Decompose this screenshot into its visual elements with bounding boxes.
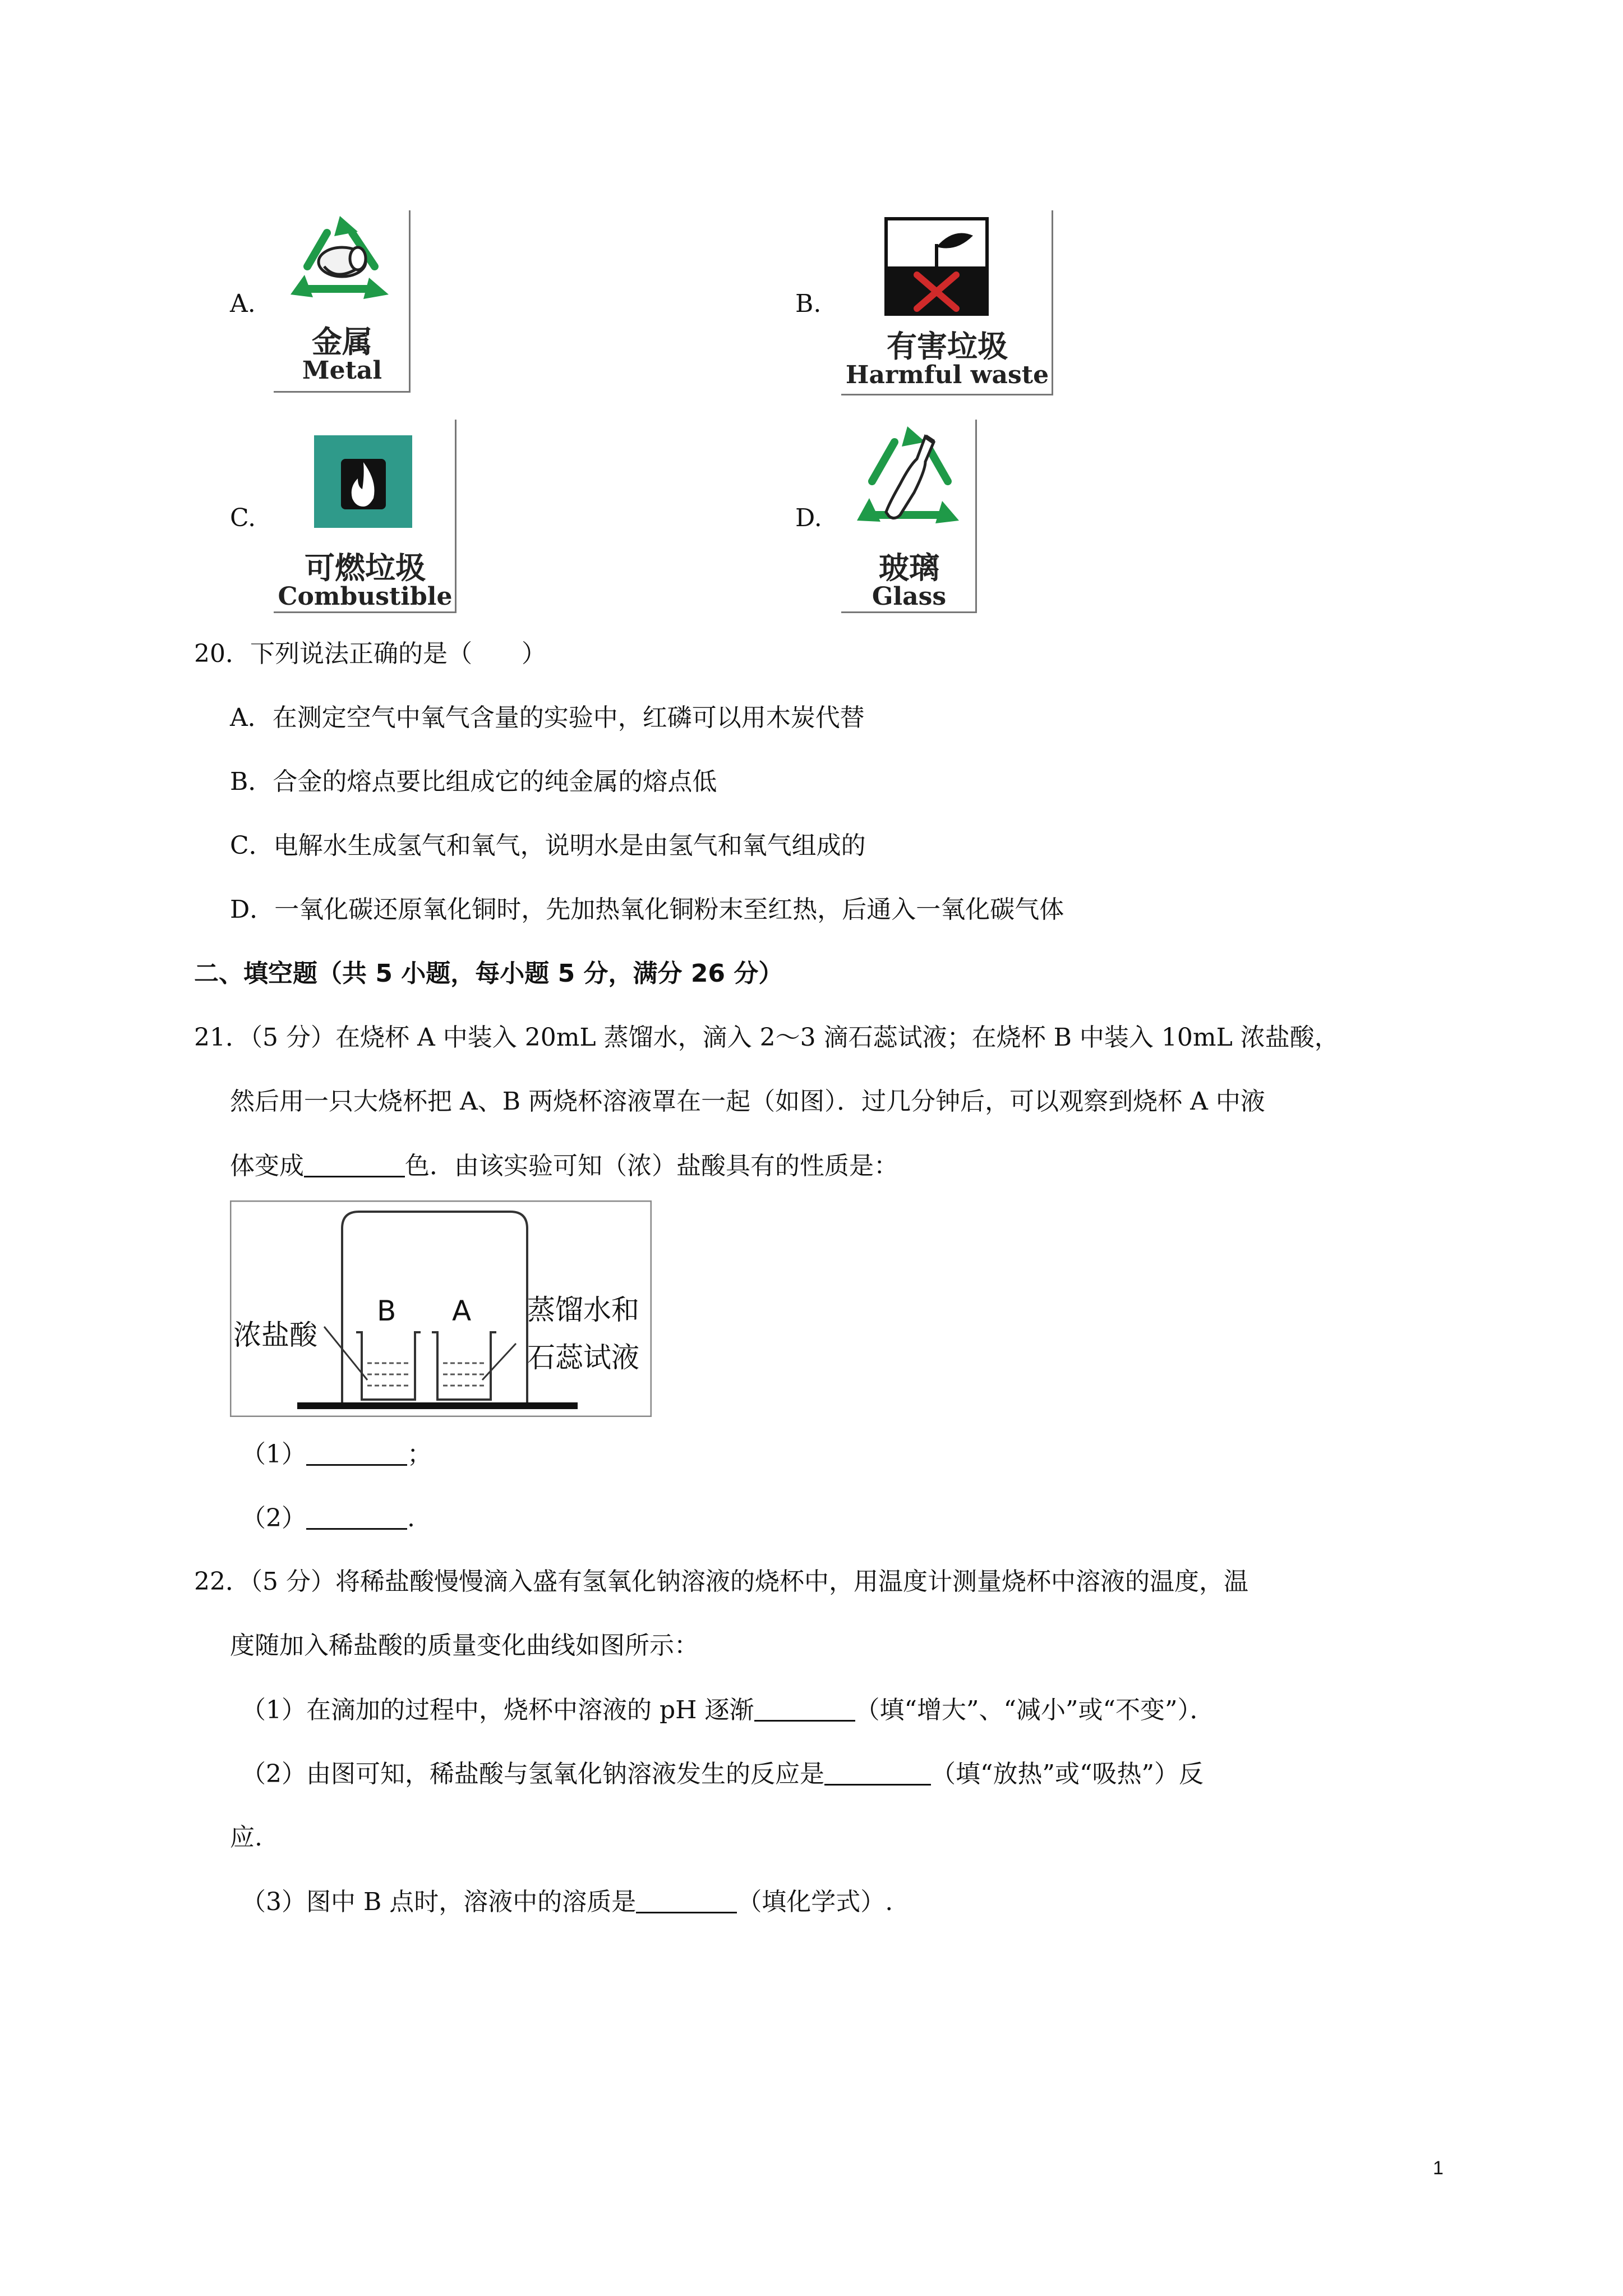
water-litmus-label-2: 石蕊试液 [527,1341,639,1374]
q20-option-c: C．电解水生成氢气和氧气，说明水是由氢气和氧气组成的 [230,831,866,860]
page-number: 1 [1433,2157,1444,2179]
q22-sub-3-text-b: （填化学式）. [737,1888,893,1916]
q21-line-3 [230,1153,898,1179]
q22-sub-1 [241,1697,1214,1723]
q22-sub-1-text-b: （填“增大”、“减小”或“不变”）． [855,1696,1215,1724]
sign-cn-label: 玻璃 [879,550,939,586]
q22-sub-2-continued: 应. [230,1823,262,1852]
q22-sub-2 [241,1761,1204,1787]
flame-icon [274,420,457,532]
q21-sub-1 [241,1442,432,1467]
q21-line-1: 21．（5 分）在烧杯 A 中装入 20mL 蒸馏水，滴入 2～3 滴石蕊试液；在烧杯 B 中装入 10mL 浓盐酸， [194,1023,1339,1052]
q22-heat-blank[interactable] [824,1761,931,1786]
recycle-metal-icon [274,210,408,317]
q22-solute-blank[interactable] [636,1889,737,1913]
q22-sub-3-text-a: （3）图中 B 点时，溶液中的溶质是 [241,1888,637,1916]
q20-option-d: D．一氧化碳还原氧化铜时，先加热氧化铜粉末至红热，后通入一氧化碳气体 [230,895,1064,924]
q22-sub-3 [241,1889,893,1915]
q21-sub-2-prefix: （2） [241,1504,306,1533]
sign-en-label: Harmful waste [845,361,1049,389]
q22-sub-1-text-a: （1）在滴加的过程中，烧杯中溶液的 pH 逐渐 [241,1696,754,1724]
q21-line-2: 然后用一只大烧杯把 A、B 两烧杯溶液罩在一起（如图）．过几分钟后，可以观察到烧杯 A 中液 [230,1087,1265,1116]
sign-en-label: Combustible [278,582,453,611]
harmful-waste-sign [841,210,1053,395]
q21-color-blank[interactable] [304,1153,405,1177]
option-b-letter: B. [795,289,822,318]
q21-line-3-text-b: 色．由该实验可知（浓）盐酸具有的性质是： [405,1152,898,1180]
option-a-letter: A. [230,289,256,318]
q22-sub-2-text-b: （填“放热”或“吸热”）反 [931,1760,1204,1788]
q22-ph-blank[interactable] [754,1697,855,1722]
section-heading: 二、填空题（共 5 小题，每小题 5 分，满分 26 分） [194,959,783,988]
option-d-letter: D. [795,504,822,532]
q21-sub-2 [241,1506,415,1531]
q21-sub-2-suffix: . [407,1504,415,1533]
beaker-a-label: A [452,1295,472,1327]
conc-hcl-label: 浓盐酸 [233,1319,317,1351]
q22-sub-2-text-a: （2）由图可知，稀盐酸与氢氧化钠溶液发生的反应是 [241,1760,824,1788]
q20-stem: 20．下列说法正确的是（ ） [194,639,546,668]
q21-sub-2-blank[interactable] [306,1506,407,1530]
combustible-sign [274,420,457,613]
q21-sub-1-suffix: ； [407,1440,432,1469]
q21-sub-1-blank[interactable] [306,1442,407,1466]
q22-line-1: 22．（5 分）将稀盐酸慢慢滴入盛有氢氧化钠溶液的烧杯中，用温度计测量烧杯中溶液的温度，温 [194,1567,1248,1596]
q22-line-2: 度随加入稀盐酸的质量变化曲线如图所示： [230,1631,699,1660]
q20-option-b: B．合金的熔点要比组成它的纯金属的熔点低 [230,767,717,796]
sign-cn-label: 金属 [312,324,372,360]
water-litmus-label-1: 蒸馏水和 [527,1294,639,1326]
option-c-letter: C. [230,504,256,532]
q20-option-a: A．在测定空气中氧气含量的实验中，红磷可以用木炭代替 [230,703,865,732]
metal-recycle-sign [274,210,411,393]
sign-en-label: Glass [872,582,947,611]
sign-en-label: Metal [302,356,382,385]
q21-sub-1-prefix: （1） [241,1440,306,1469]
sign-cn-label: 有害垃圾 [887,329,1008,364]
harmful-waste-icon [841,210,1053,317]
sign-cn-label: 可燃垃圾 [305,550,426,586]
q21-line-3-text-a: 体变成 [230,1152,304,1180]
beaker-b-label: B [377,1295,396,1327]
beaker-experiment-figure [230,1200,652,1417]
glass-recycle-sign [841,420,977,613]
recycle-glass-icon [841,420,977,537]
